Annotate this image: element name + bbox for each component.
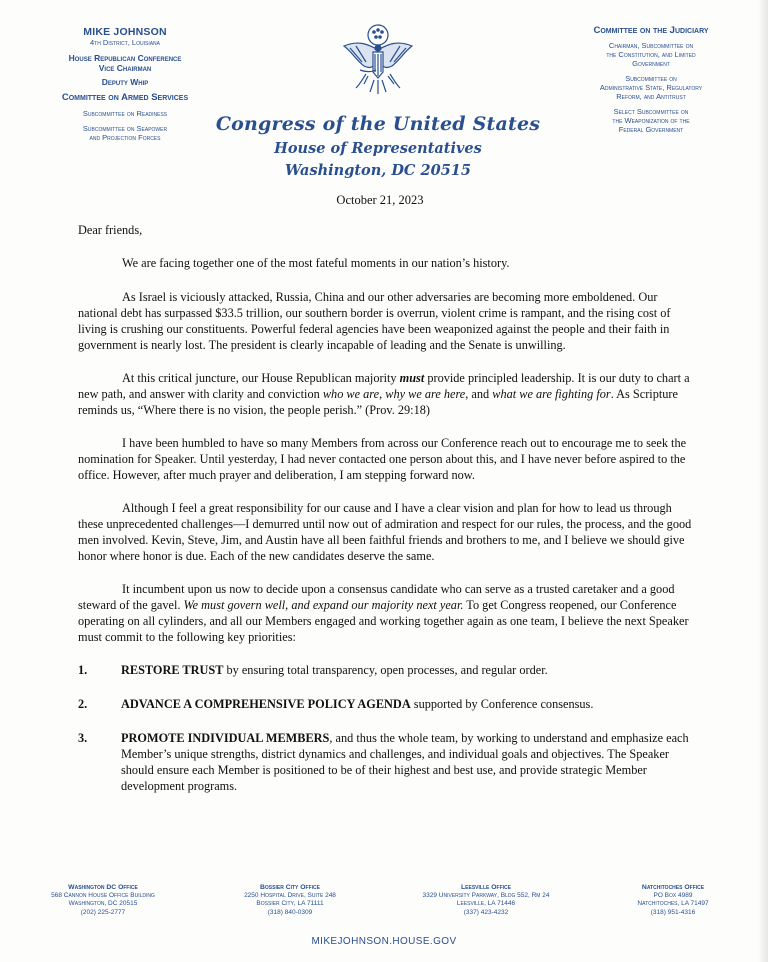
priority-text: , and thus the whole team, by working to understand and emphasize each Member’s unique strengths, district dynamics and challenges, and individual goals and objectives. The Speaker should ensure each Member is positioned to be of their highest and best use, and provide strategic Member development programs. <box>121 731 689 793</box>
select-subcommittee-line2: the Weaponization of the <box>612 116 690 125</box>
priority-text: supported by Conference consensus. <box>410 697 594 711</box>
house-title: House of Representatives <box>274 140 482 157</box>
priority-number: 2. <box>78 697 88 711</box>
priority-text: by ensuring total transparency, open processes, and regular order. <box>223 663 548 677</box>
conference-role: Vice Chairman <box>98 63 152 73</box>
congress-heading <box>208 113 548 179</box>
congress-title: Congress of the United States <box>215 113 541 135</box>
admin-subcommittee-line2: Administrative State, Regulatory <box>599 83 703 92</box>
readiness-subcommittee: Subcommittee on Readiness <box>82 109 168 118</box>
select-subcommittee-line3: Federal Government <box>618 125 684 134</box>
chairman-line2: the Constitution, and Limited <box>606 50 696 59</box>
letterhead-right <box>545 26 757 134</box>
office-washington: Washington DC Office 568 Cannon House Office Building Washington, DC 20515 (202) 225-2777 <box>51 884 155 916</box>
priority-item-2 <box>78 696 700 712</box>
great-seal-eagle-icon <box>338 22 418 102</box>
paragraph-6: It incumbent upon us now to decide upon a consensus candidate who can serve as a trusted caretaker and a good steward of the gavel. We must govern well, and expand our majority next year. To get Congress reopened, our Conference operating on all cylinders, and all our Members engaged and working together again as one team, I believe the next Speaker must commit to the following key priorities: <box>78 582 689 644</box>
member-district: 4th District, Louisiana <box>89 38 160 47</box>
page-edge-shadow <box>758 0 768 962</box>
salutation: Dear friends, <box>78 223 143 237</box>
paragraph-1: We are facing together one of the most fateful moments in our nation’s history. <box>122 256 510 270</box>
paragraph-2: As Israel is viciously attacked, Russia, China and our other adversaries are becoming more emboldened. Our national debt has surpassed $33.5 trillion, our southern border is overrun, violent crime is rampant, and the rising cost of living is crushing our constituents. Powerful federal agencies have been weaponized against the people and their faith in government is nearly lost. The president is clearly incapable of leading and the Senate is unwilling. <box>78 290 671 352</box>
priority-item-1 <box>78 662 700 678</box>
seapower-subcommittee-line1: Subcommittee on Seapower <box>82 124 168 133</box>
chairman-line1: Chairman, Subcommittee on <box>608 41 694 50</box>
priority-item-3 <box>78 730 700 794</box>
priority-heading: RESTORE TRUST <box>121 663 224 677</box>
washington-address: Washington, DC 20515 <box>285 162 471 179</box>
paragraph-3: At this critical juncture, our House Republican majority must provide principled leadership. It is our duty to chart a new path, and answer with clarity and conviction who we are, why we are here, and what we are fighting for. As Scripture reminds us, “Where there is no vision, the people perish.” (Prov. 29:18) <box>78 371 690 417</box>
chairman-line3: Government <box>632 59 670 68</box>
conference-title: House Republican Conference <box>68 53 182 63</box>
select-subcommittee-line1: Select Subcommittee on <box>613 107 689 116</box>
paragraph-4: I have been humbled to have so many Members from across our Conference reach out to encourage me to seek the nomination for Speaker. Until yesterday, I had never contacted one person about this, and I have never before aspired to the office. However, after much prayer and deliberation, I am stepping forward now. <box>78 436 687 482</box>
seapower-subcommittee-line2: and Projection Forces <box>89 133 161 142</box>
website-link[interactable]: MIKEJOHNSON.HOUSE.GOV <box>311 936 457 947</box>
priority-number: 3. <box>78 731 88 745</box>
judiciary-committee: Committee on the Judiciary <box>593 25 709 36</box>
armed-services-committee: Committee on Armed Services <box>61 92 189 103</box>
office-leesville: Leesville Office 3329 University Parkway, Bldg 552, Rm 24 Leesville, LA 71446 (337) 423-4232 <box>422 884 550 916</box>
admin-subcommittee-line3: Reform, and Antitrust <box>616 92 686 101</box>
office-bossier-city: Bossier City Office 2250 Hospital Drive, Suite 248 Bossier City, LA 71111 (318) 840-0309 <box>244 884 336 916</box>
office-natchitoches: Natchitoches Office PO Box 4989 Natchitoches, LA 71497 (318) 951-4316 <box>637 884 709 916</box>
letterhead-left <box>20 26 230 142</box>
admin-subcommittee-line1: Subcommittee on <box>625 74 677 83</box>
letter-body <box>78 218 700 794</box>
letter-date: October 21, 2023 <box>336 193 424 207</box>
paragraph-5: Although I feel a great responsibility for our cause and I have a clear vision and plan for how to lead us through these unprecedented challenges—I demurred until now out of admiration and respect for our rules, the process, and the good men involved. Kevin, Steve, Jim, and Austin have all been faithful friends and brothers to me, and I believe we should give honor where honor is due. Each of the new candidates deserve the same. <box>78 501 692 563</box>
priority-number: 1. <box>78 663 88 677</box>
member-name: MIKE JOHNSON <box>83 26 167 38</box>
priority-heading: ADVANCE A COMPREHENSIVE POLICY AGENDA <box>121 697 411 711</box>
priority-heading: PROMOTE INDIVIDUAL MEMBERS <box>121 731 330 745</box>
deputy-whip: Deputy Whip <box>101 77 149 87</box>
